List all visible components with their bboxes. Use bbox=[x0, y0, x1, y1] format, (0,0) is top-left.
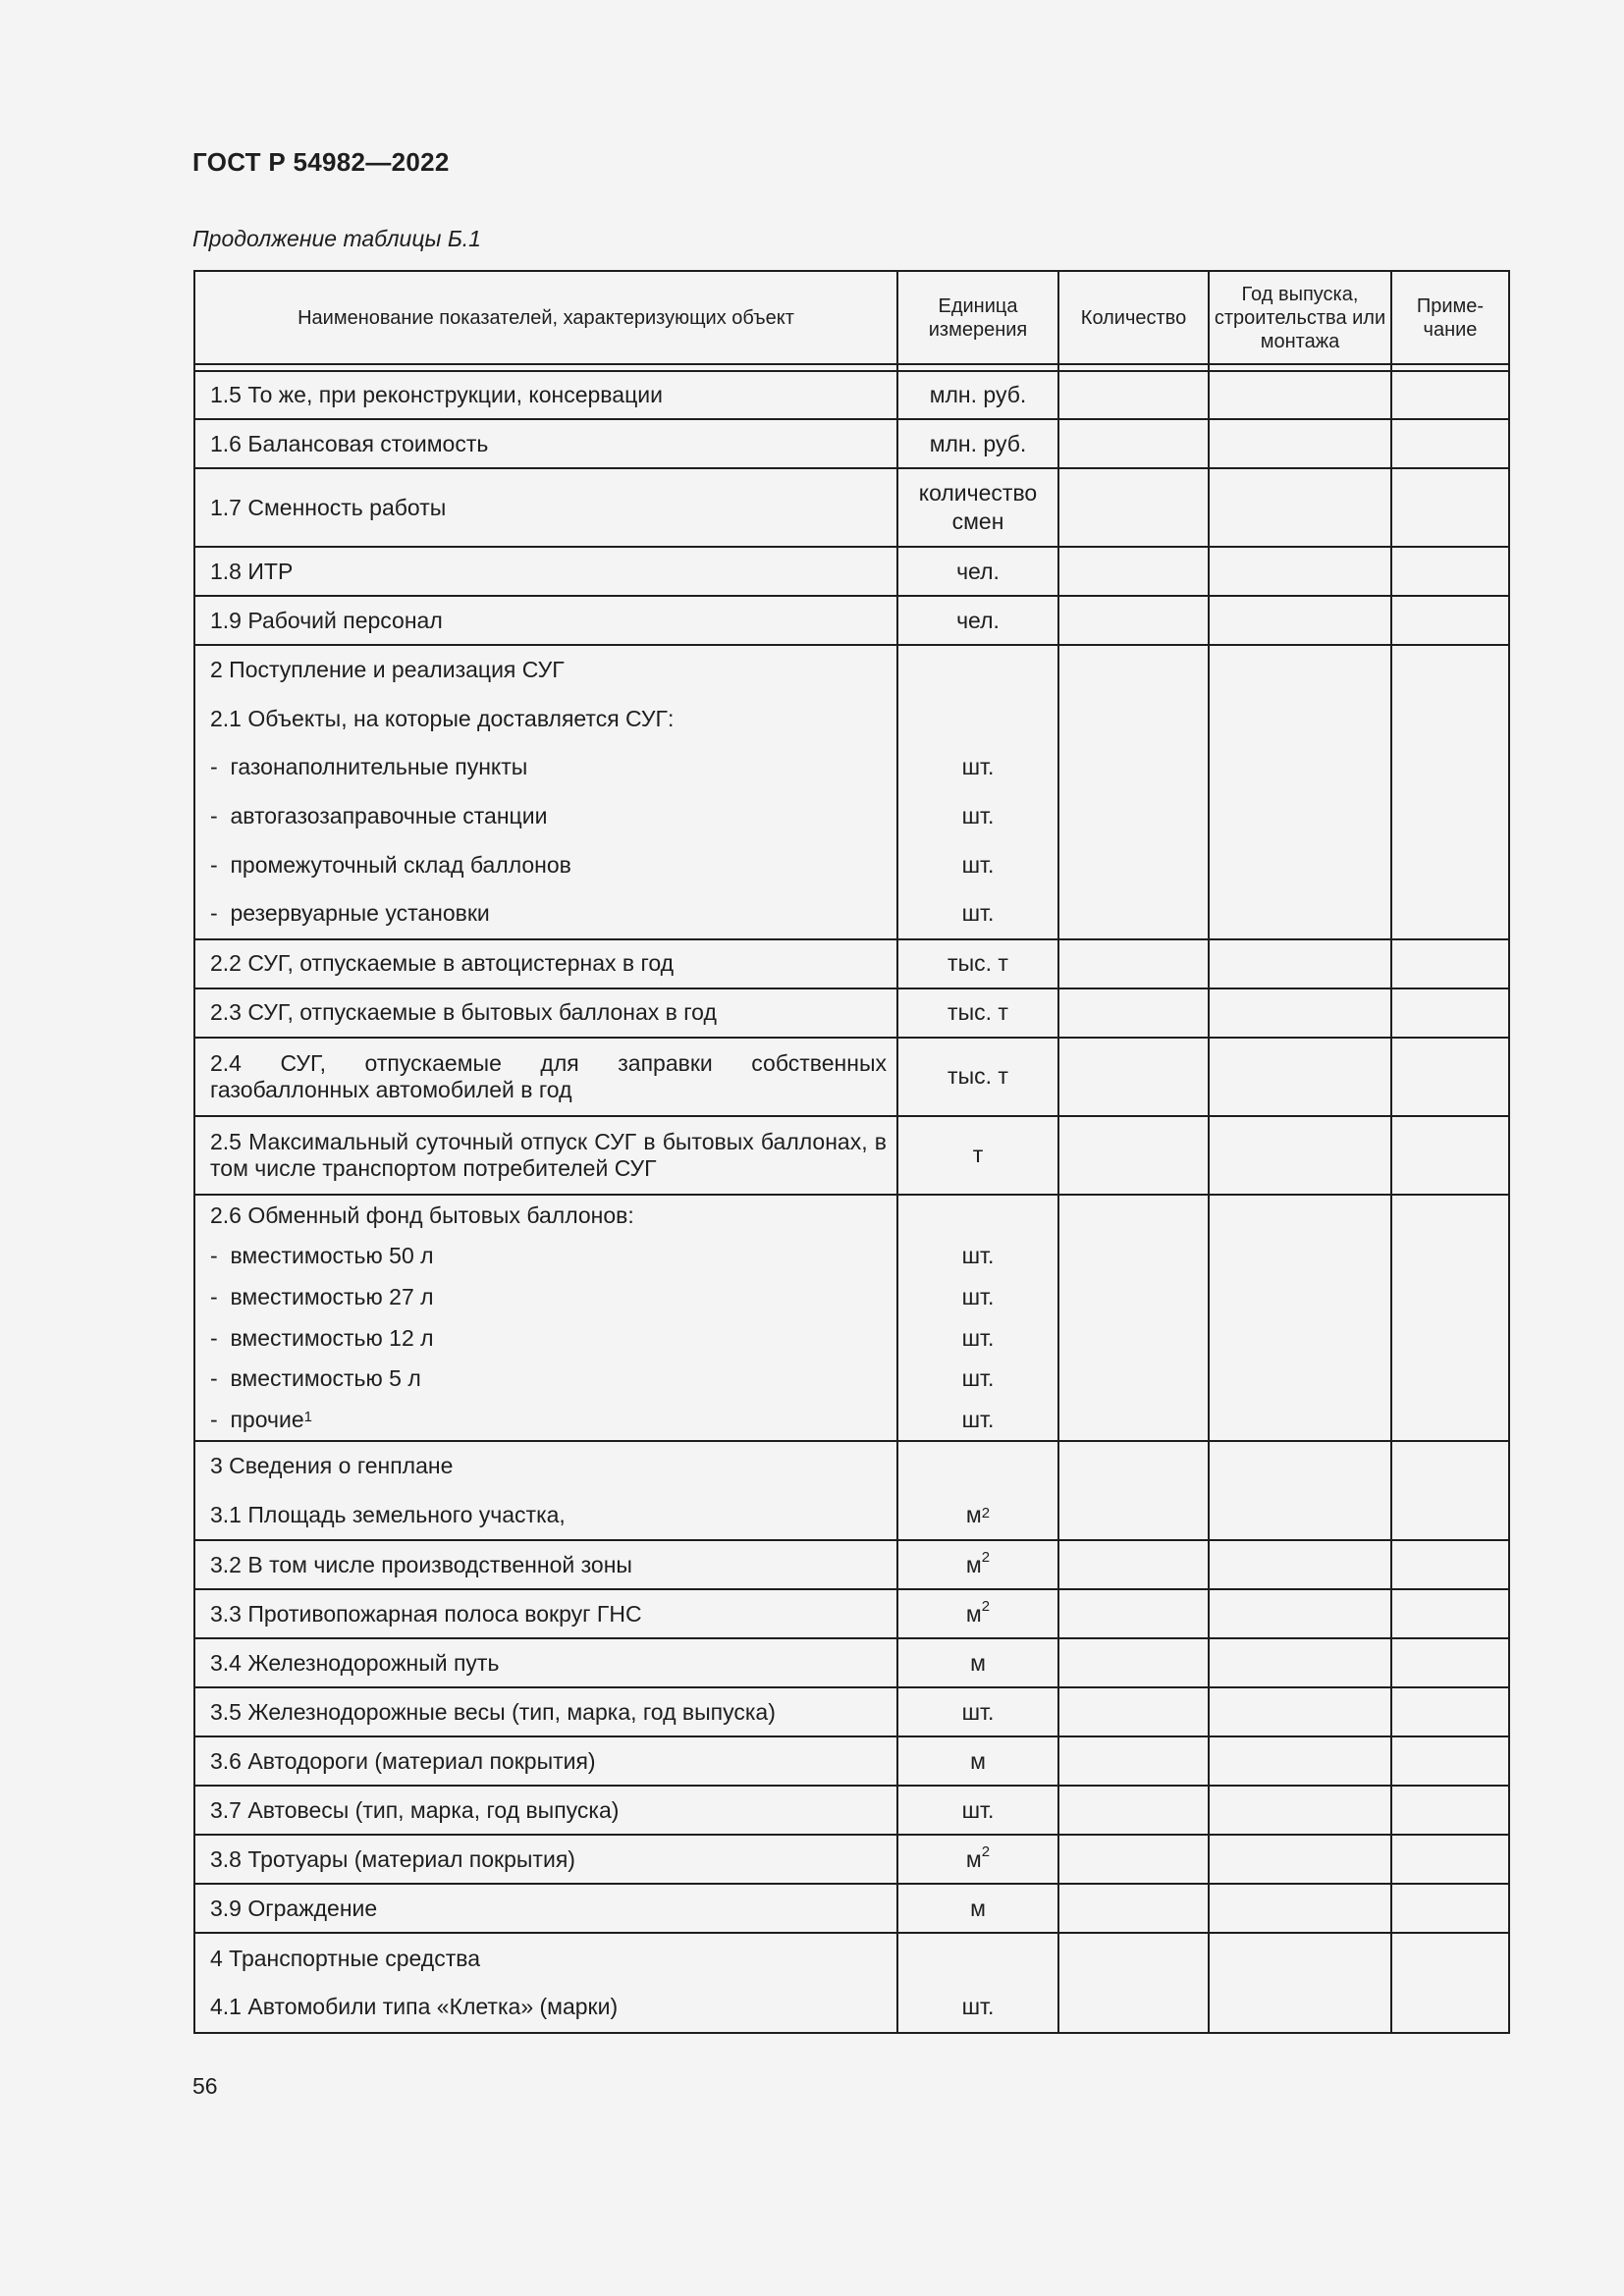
group-unit-cell bbox=[897, 1933, 1058, 2032]
quantity-cell bbox=[1058, 1687, 1209, 1736]
quantity-cell bbox=[1058, 1589, 1209, 1638]
row-name: 3.5 Железнодорожные весы (тип, марка, год выпуска) bbox=[194, 1687, 897, 1736]
quantity-cell bbox=[1058, 939, 1209, 988]
year-cell bbox=[1209, 547, 1391, 596]
list-item: - резервуарные установки bbox=[210, 900, 490, 927]
list-item-unit: шт. bbox=[961, 1284, 995, 1310]
year-cell bbox=[1209, 1786, 1391, 1835]
list-item: - прочие $^1$ bbox=[210, 1406, 312, 1432]
year-cell bbox=[1209, 1933, 1391, 2032]
group-subtitle: 4.1 Автомобили типа «Клетка» (марки) bbox=[210, 1994, 619, 2020]
row-unit: шт. bbox=[897, 1786, 1058, 1835]
quantity-cell bbox=[1058, 1786, 1209, 1835]
column-header-unit: Единица измерения bbox=[897, 271, 1058, 364]
row-name: 1.7 Сменность работы bbox=[194, 468, 897, 547]
note-cell bbox=[1391, 419, 1509, 468]
row-name: 3.7 Автовесы (тип, марка, год выпуска) bbox=[194, 1786, 897, 1835]
table-row bbox=[194, 596, 1509, 645]
quantity-cell bbox=[1058, 1835, 1209, 1884]
row-name: 3.6 Автодороги (материал покрытия) bbox=[194, 1736, 897, 1786]
table-header-row bbox=[194, 271, 1509, 364]
list-item-unit: шт. bbox=[961, 1406, 995, 1432]
table-row bbox=[194, 1687, 1509, 1736]
list-item-unit: шт. bbox=[961, 754, 995, 780]
note-cell bbox=[1391, 547, 1509, 596]
row-unit: м bbox=[897, 1638, 1058, 1687]
table-row-group bbox=[194, 645, 1509, 939]
year-cell bbox=[1209, 939, 1391, 988]
year-cell bbox=[1209, 1884, 1391, 1933]
quantity-cell bbox=[1058, 468, 1209, 547]
table-row bbox=[194, 371, 1509, 419]
note-cell bbox=[1391, 1638, 1509, 1687]
table-row bbox=[194, 1736, 1509, 1786]
row-unit: млн. руб. bbox=[897, 371, 1058, 419]
year-cell bbox=[1209, 371, 1391, 419]
row-unit: $м^2$ bbox=[897, 1835, 1058, 1884]
table-row bbox=[194, 419, 1509, 468]
quantity-cell bbox=[1058, 419, 1209, 468]
quantity-cell bbox=[1058, 1116, 1209, 1195]
row-name: 1.8 ИТР bbox=[194, 547, 897, 596]
list-item: - промежуточный склад баллонов bbox=[210, 851, 571, 878]
year-cell bbox=[1209, 1589, 1391, 1638]
year-cell bbox=[1209, 1441, 1391, 1540]
row-unit: чел. bbox=[897, 596, 1058, 645]
table-caption: Продолжение таблицы Б.1 bbox=[192, 226, 481, 251]
group-title: 4 Транспортные средства bbox=[210, 1945, 480, 1971]
group-unit-cell bbox=[897, 1441, 1058, 1540]
year-cell bbox=[1209, 1638, 1391, 1687]
list-item: - газонаполнительные пункты bbox=[210, 754, 528, 780]
note-cell bbox=[1391, 1933, 1509, 2032]
table-row bbox=[194, 1786, 1509, 1835]
table-row bbox=[194, 1835, 1509, 1884]
table-row bbox=[194, 1038, 1509, 1116]
table-row bbox=[194, 468, 1509, 547]
year-cell bbox=[1209, 468, 1391, 547]
table-row bbox=[194, 939, 1509, 988]
column-header-year: Год выпуска, строительства или монтажа bbox=[1209, 271, 1391, 364]
table-row-group bbox=[194, 1441, 1509, 1540]
note-cell bbox=[1391, 1195, 1509, 1442]
note-cell bbox=[1391, 596, 1509, 645]
quantity-cell bbox=[1058, 1441, 1209, 1540]
year-cell bbox=[1209, 1736, 1391, 1786]
column-header-note: Приме-чание bbox=[1391, 271, 1509, 364]
year-cell bbox=[1209, 988, 1391, 1038]
year-cell bbox=[1209, 645, 1391, 939]
group-name-cell bbox=[194, 1195, 897, 1442]
note-cell bbox=[1391, 1589, 1509, 1638]
note-cell bbox=[1391, 468, 1509, 547]
list-item: - вместимостью 27 л bbox=[210, 1284, 434, 1310]
group-name-cell bbox=[194, 1933, 897, 2032]
row-name: 2.2 СУГ, отпускаемые в автоцистернах в год bbox=[194, 939, 897, 988]
row-unit: т bbox=[897, 1116, 1058, 1195]
note-cell bbox=[1391, 1038, 1509, 1116]
row-unit: м bbox=[897, 1736, 1058, 1786]
group-title: 3 Сведения о генплане bbox=[210, 1453, 454, 1479]
year-cell bbox=[1209, 1116, 1391, 1195]
quantity-cell bbox=[1058, 547, 1209, 596]
table-row bbox=[194, 1589, 1509, 1638]
list-item-unit: шт. bbox=[961, 900, 995, 927]
quantity-cell bbox=[1058, 1736, 1209, 1786]
table-row bbox=[194, 1884, 1509, 1933]
note-cell bbox=[1391, 1786, 1509, 1835]
year-cell bbox=[1209, 596, 1391, 645]
row-name: 3.8 Тротуары (материал покрытия) bbox=[194, 1835, 897, 1884]
group-subtitle: 2.1 Объекты, на которые доставляется СУГ: bbox=[210, 705, 675, 731]
column-header-name: Наименование показателей, характеризующих объект bbox=[194, 271, 897, 364]
table-row bbox=[194, 1638, 1509, 1687]
group-title: 2 Поступление и реализация СУГ bbox=[210, 657, 565, 683]
list-item: - вместимостью 5 л bbox=[210, 1365, 421, 1392]
year-cell bbox=[1209, 1687, 1391, 1736]
note-cell bbox=[1391, 1835, 1509, 1884]
group-name-cell bbox=[194, 1441, 897, 1540]
quantity-cell bbox=[1058, 1884, 1209, 1933]
note-cell bbox=[1391, 1884, 1509, 1933]
quantity-cell bbox=[1058, 371, 1209, 419]
quantity-cell bbox=[1058, 1540, 1209, 1589]
quantity-cell bbox=[1058, 988, 1209, 1038]
row-unit: шт. bbox=[961, 1994, 995, 2020]
list-item-unit: шт. bbox=[961, 851, 995, 878]
list-item-unit: шт. bbox=[961, 1324, 995, 1351]
group-subtitle: 3.1 Площадь земельного участка, bbox=[210, 1502, 566, 1528]
table-row bbox=[194, 547, 1509, 596]
quantity-cell bbox=[1058, 645, 1209, 939]
table-row-group bbox=[194, 1933, 1509, 2032]
group-title: 2.6 Обменный фонд бытовых баллонов: bbox=[210, 1201, 634, 1228]
row-unit: чел. bbox=[897, 547, 1058, 596]
quantity-cell bbox=[1058, 1038, 1209, 1116]
row-unit: $м^2$ bbox=[897, 1540, 1058, 1589]
note-cell bbox=[1391, 939, 1509, 988]
year-cell bbox=[1209, 1038, 1391, 1116]
row-unit: тыс. т bbox=[897, 939, 1058, 988]
note-cell bbox=[1391, 1687, 1509, 1736]
note-cell bbox=[1391, 371, 1509, 419]
year-cell bbox=[1209, 1195, 1391, 1442]
indicators-table bbox=[193, 270, 1510, 2034]
row-name: 3.9 Ограждение bbox=[194, 1884, 897, 1933]
row-unit: шт. bbox=[897, 1687, 1058, 1736]
table-row-group bbox=[194, 1195, 1509, 1442]
table-row bbox=[194, 1540, 1509, 1589]
group-unit-cell bbox=[897, 1195, 1058, 1442]
list-item: - автогазозаправочные станции bbox=[210, 803, 548, 829]
row-name: 3.3 Противопожарная полоса вокруг ГНС bbox=[194, 1589, 897, 1638]
quantity-cell bbox=[1058, 596, 1209, 645]
group-name-cell bbox=[194, 645, 897, 939]
note-cell bbox=[1391, 1736, 1509, 1786]
row-name: 1.5 То же, при реконструкции, консервации bbox=[194, 371, 897, 419]
quantity-cell bbox=[1058, 1638, 1209, 1687]
list-item-unit: шт. bbox=[961, 1365, 995, 1392]
note-cell bbox=[1391, 645, 1509, 939]
column-header-quantity: Количество bbox=[1058, 271, 1209, 364]
row-unit: количество смен bbox=[897, 468, 1058, 547]
quantity-cell bbox=[1058, 1933, 1209, 2032]
year-cell bbox=[1209, 1835, 1391, 1884]
row-name: 1.6 Балансовая стоимость bbox=[194, 419, 897, 468]
row-name: 2.3 СУГ, отпускаемые в бытовых баллонах в год bbox=[194, 988, 897, 1038]
note-cell bbox=[1391, 1116, 1509, 1195]
row-name: 1.9 Рабочий персонал bbox=[194, 596, 897, 645]
table-row bbox=[194, 1116, 1509, 1195]
year-cell bbox=[1209, 1540, 1391, 1589]
list-item: - вместимостью 50 л bbox=[210, 1243, 434, 1269]
row-name: 3.2 В том числе производственной зоны bbox=[194, 1540, 897, 1589]
row-unit: м bbox=[897, 1884, 1058, 1933]
row-unit: тыс. т bbox=[897, 988, 1058, 1038]
row-unit: тыс. т bbox=[897, 1038, 1058, 1116]
row-name: 3.4 Железнодорожный путь bbox=[194, 1638, 897, 1687]
page-number: 56 bbox=[192, 2073, 218, 2099]
header-double-rule bbox=[194, 364, 1509, 371]
note-cell bbox=[1391, 1441, 1509, 1540]
list-item: - вместимостью 12 л bbox=[210, 1324, 434, 1351]
row-unit: млн. руб. bbox=[897, 419, 1058, 468]
row-unit: $м^2$ bbox=[897, 1589, 1058, 1638]
quantity-cell bbox=[1058, 1195, 1209, 1442]
group-unit-cell bbox=[897, 645, 1058, 939]
row-name: 2.5 Максимальный суточный отпуск СУГ в бытовых баллонах, в том числе транспортом потребителей СУГ bbox=[194, 1116, 897, 1195]
note-cell bbox=[1391, 1540, 1509, 1589]
row-name: 2.4 СУГ, отпускаемые для заправки собственных газобаллонных автомобилей в год bbox=[194, 1038, 897, 1116]
document-title: ГОСТ Р 54982—2022 bbox=[192, 147, 450, 177]
note-cell bbox=[1391, 988, 1509, 1038]
list-item-unit: шт. bbox=[961, 803, 995, 829]
year-cell bbox=[1209, 419, 1391, 468]
row-unit: м $^2$ bbox=[965, 1502, 991, 1528]
table-row bbox=[194, 988, 1509, 1038]
list-item-unit: шт. bbox=[961, 1243, 995, 1269]
